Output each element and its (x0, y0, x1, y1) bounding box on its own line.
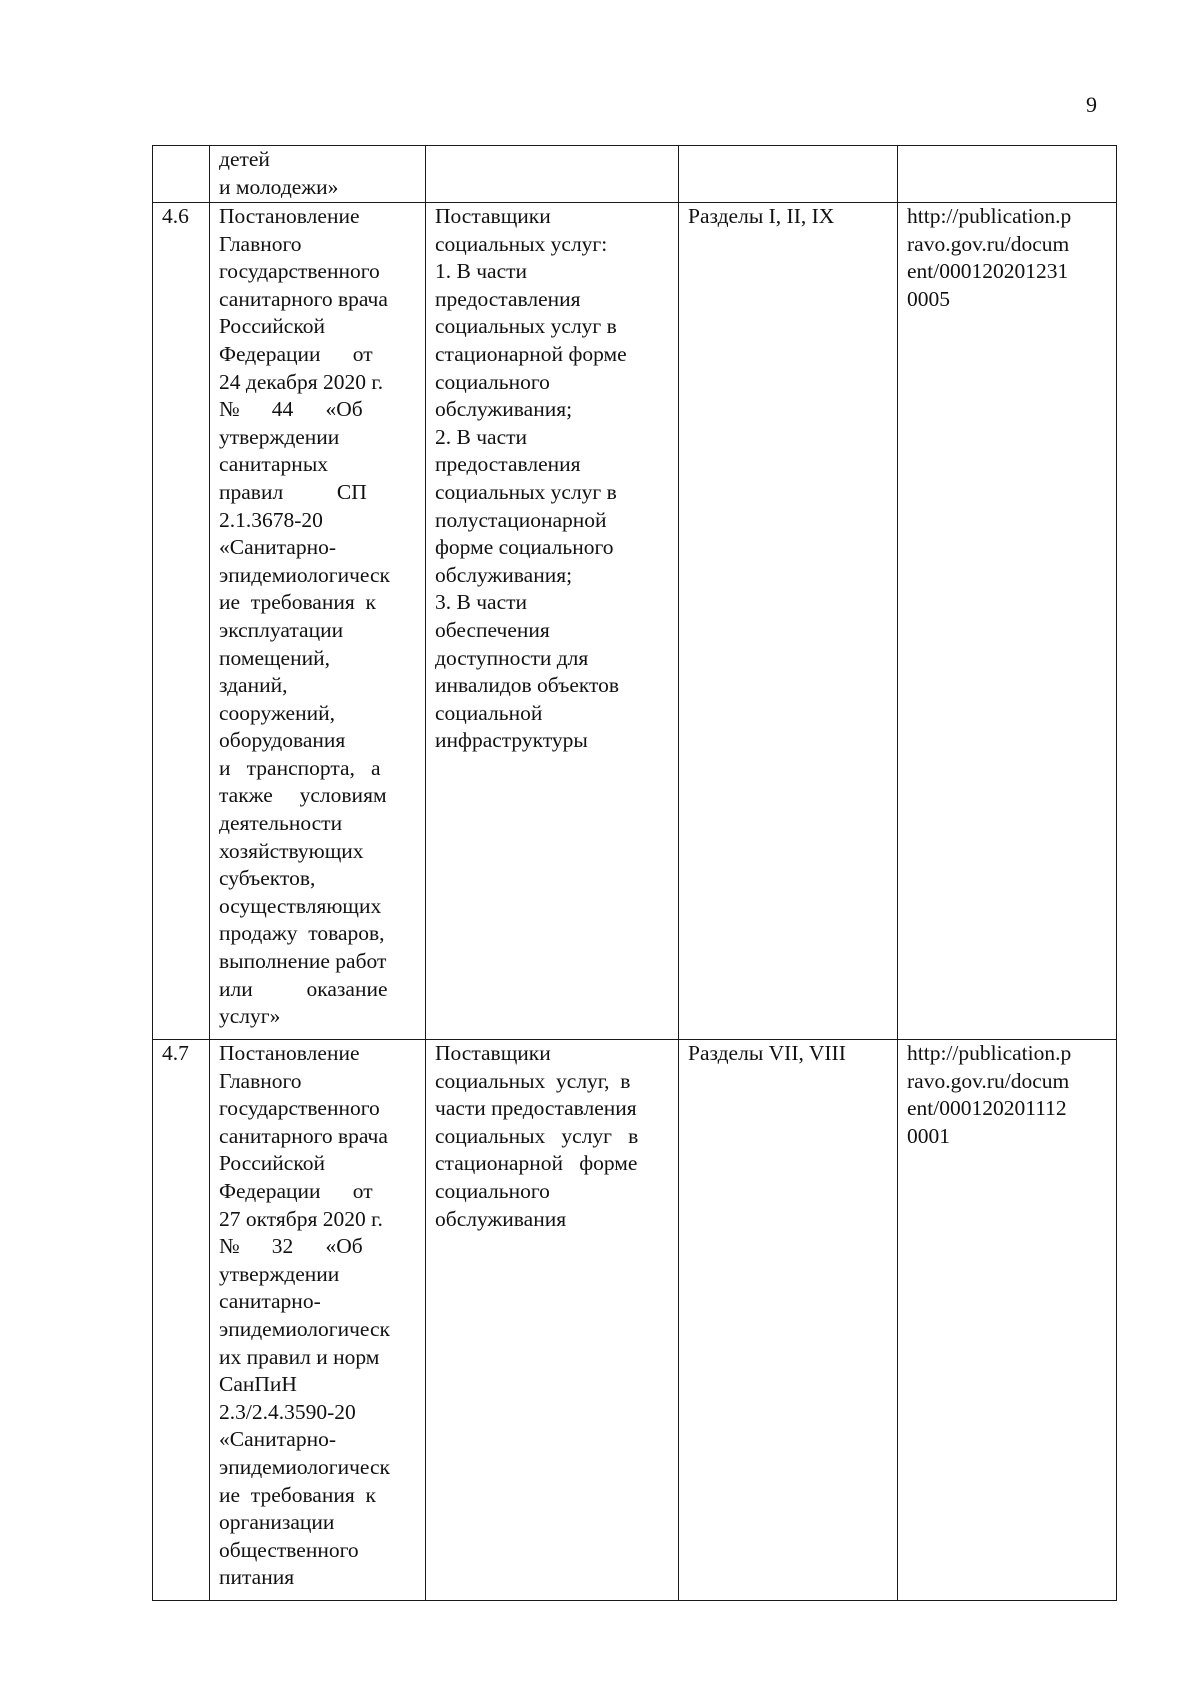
applicable-to-cell (426, 203, 679, 1040)
cell-line: социальных услуг: (435, 231, 608, 256)
link-cell[interactable] (898, 203, 1117, 1040)
cell-line: деятельности (219, 811, 343, 836)
cell-line: социального (435, 369, 550, 394)
sections-cell (679, 146, 898, 203)
cell-line: Постановление (219, 1041, 360, 1065)
cell-line: государственного (219, 259, 380, 284)
cell-line: 1. В части (435, 259, 528, 284)
table-row-4-6 (153, 203, 1117, 1040)
cell-line: Федерации от (219, 341, 373, 366)
cell-line: 2.1.3678-20 (219, 507, 323, 532)
cell-line: или оказание (219, 976, 388, 1001)
cell-line: ravo.gov.ru/docum (907, 1068, 1070, 1093)
cell-line: 0001 (907, 1123, 950, 1148)
cell-line: обслуживания; (435, 562, 573, 587)
cell-line: общественного (219, 1537, 359, 1562)
cell-line: социальных услуг, в (435, 1068, 631, 1093)
cell-line: 3. В части (435, 590, 528, 615)
cell-line: Поставщики (435, 1041, 551, 1065)
cell-line: зданий, (219, 673, 288, 698)
act-title-line: и молодежи» (219, 174, 339, 199)
act-title-cell (210, 203, 426, 1040)
cell-line: социального (435, 1178, 550, 1203)
cell-line: доступности для (435, 645, 589, 670)
cell-line: помещений, (219, 645, 330, 670)
cell-line: Главного (219, 231, 302, 256)
cell-line: эпидемиологическ (219, 1454, 390, 1479)
cell-line: Российской (219, 1151, 325, 1176)
cell-line: эксплуатации (219, 617, 344, 642)
cell-line: ravo.gov.ru/docum (907, 231, 1070, 256)
cell-line: Главного (219, 1068, 302, 1093)
act-title-line: детей (219, 147, 270, 171)
act-title-cell (210, 146, 426, 203)
cell-line: питания (219, 1565, 295, 1590)
cell-line: стационарной форме (435, 1151, 638, 1176)
cell-line: услуг» (219, 1004, 281, 1029)
cell-line: Федерации от (219, 1178, 373, 1203)
cell-line: Российской (219, 314, 325, 339)
act-title-cell (210, 1040, 426, 1601)
cell-line: форме социального (435, 535, 614, 560)
cell-line: 27 октября 2020 г. (219, 1206, 383, 1231)
cell-line: государственного (219, 1096, 380, 1121)
cell-line: также условиям (219, 783, 387, 808)
cell-line: 2. В части (435, 424, 528, 449)
cell-line: сооружений, (219, 700, 335, 725)
cell-line: 24 декабря 2020 г. (219, 369, 384, 394)
sections-cell: Разделы I, II, IX (679, 203, 898, 1040)
cell-line: СанПиН (219, 1372, 297, 1397)
cell-line: стационарной форме (435, 341, 627, 366)
applicable-to-cell (426, 1040, 679, 1601)
cell-line: хозяйствующих (219, 838, 364, 863)
cell-line: № 44 «Об (219, 397, 363, 422)
cell-line: «Санитарно- (219, 1427, 337, 1452)
table-row-4-7 (153, 1040, 1117, 1601)
cell-line: ent/000120201112 (907, 1096, 1067, 1121)
row-number-cell (153, 146, 210, 203)
cell-line: их правил и норм (219, 1344, 380, 1369)
cell-line: утверждении (219, 424, 340, 449)
cell-line: осуществляющих (219, 893, 382, 918)
link-cell (898, 146, 1117, 203)
cell-line: 0005 (907, 286, 950, 311)
cell-line: субъектов, (219, 866, 316, 891)
cell-line: 2.3/2.4.3590-20 (219, 1399, 356, 1424)
cell-line: оборудования (219, 728, 346, 753)
cell-line: обслуживания; (435, 397, 573, 422)
cell-line: обеспечения (435, 617, 550, 642)
cell-line: полустационарной (435, 507, 607, 532)
cell-line: санитарного врача (219, 286, 388, 311)
cell-line: http://publication.p (907, 204, 1072, 228)
cell-line: продажу товаров, (219, 921, 385, 946)
cell-line: обслуживания (435, 1206, 567, 1231)
row-number-cell: 4.6 (153, 203, 210, 1040)
sections-cell: Разделы VII, VIII (679, 1040, 898, 1601)
cell-line: санитарных (219, 452, 329, 477)
page-number: 9 (1086, 92, 1097, 117)
cell-line: части предоставления (435, 1096, 637, 1121)
normative-acts-table (152, 145, 1117, 1601)
table-row-continuation (153, 146, 1117, 203)
cell-line: предоставления (435, 286, 581, 311)
cell-line: выполнение работ (219, 949, 387, 974)
cell-line: эпидемиологическ (219, 562, 390, 587)
cell-line: организации (219, 1510, 335, 1535)
cell-line: санитарно- (219, 1289, 321, 1314)
cell-line: инфраструктуры (435, 728, 588, 753)
row-number-cell: 4.7 (153, 1040, 210, 1601)
cell-line: утверждении (219, 1261, 340, 1286)
cell-line: социальных услуг в (435, 479, 617, 504)
cell-line: Поставщики (435, 204, 551, 228)
cell-line: социальной (435, 700, 543, 725)
cell-line: «Санитарно- (219, 535, 337, 560)
cell-line: эпидемиологическ (219, 1316, 390, 1341)
cell-line: http://publication.p (907, 1041, 1072, 1065)
link-cell[interactable] (898, 1040, 1117, 1601)
cell-line: социальных услуг в (435, 314, 617, 339)
cell-line: санитарного врача (219, 1123, 388, 1148)
cell-line: правил СП (219, 479, 367, 504)
cell-line: предоставления (435, 452, 581, 477)
cell-line: социальных услуг в (435, 1123, 639, 1148)
cell-line: № 32 «Об (219, 1234, 363, 1259)
cell-line: инвалидов объектов (435, 673, 620, 698)
cell-line: и транспорта, а (219, 755, 381, 780)
cell-line: ent/000120201231 (907, 259, 1069, 284)
applicable-to-cell (426, 146, 679, 203)
cell-line: ие требования к (219, 1482, 376, 1507)
cell-line: Постановление (219, 204, 360, 228)
cell-line: ие требования к (219, 590, 376, 615)
